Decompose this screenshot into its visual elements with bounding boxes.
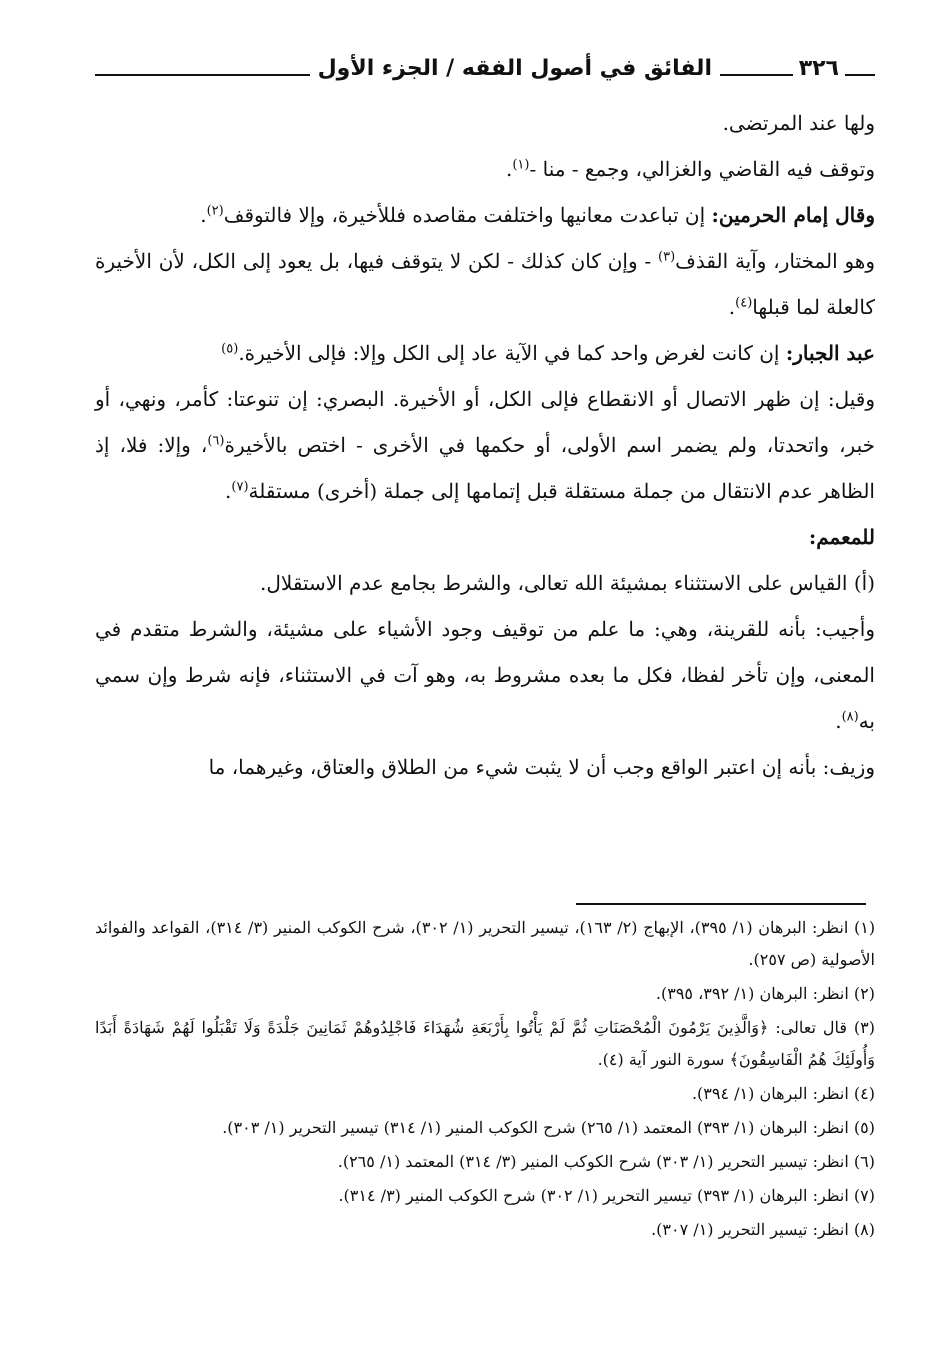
text: وهو المختار، وآية القذف <box>675 249 875 273</box>
paragraph: وتوقف فيه القاضي والغزالي، وجمع - منا -$^{(١)}$. <box>505 157 875 181</box>
page-number: ٣٢٦ <box>793 56 845 81</box>
paragraph: وقيل: إن ظهر الاتصال أو الانقطاع فإلى الكل، أو الأخيرة. البصري: إن تنوعتا: كأمر، ونهي، أو خبر، واتحدتا، ولم يضمر اسم الأولى، أو حكمها في الأخرى - اختص بالأخيرة$^{(٦)}$، وإلا: فلا، إذ الظاهر عدم الانتقال من جملة مستقلة قبل إتمامها إلى جملة (أخرى) مستقلة$^{(٧)}$. <box>95 387 875 503</box>
footnote-marker[interactable]: (٢) <box>206 203 224 219</box>
main-text <box>95 100 875 790</box>
paragraph <box>95 330 875 376</box>
footnote-marker[interactable]: (٤) <box>735 295 753 311</box>
paragraph <box>95 100 875 146</box>
speaker-label: عبد الجبار: <box>785 341 875 365</box>
section-heading: للمعمم: <box>808 525 875 549</box>
text: ، وإلا: فلا، إذ الظاهر عدم الانتقال من جملة مستقلة قبل إتمامها إلى جملة (أخرى) مستقلة <box>95 433 875 503</box>
text: - وإن كان كذلك - لكن لا يتوقف فيها، بل يعود إلى الكل، لأن الأخيرة كالعلة لما قبلها <box>95 249 875 319</box>
footnote-marker[interactable]: (١) <box>512 157 530 173</box>
footnote-marker[interactable]: (٨) <box>841 709 859 725</box>
footnote-marker[interactable]: (٥) <box>221 341 239 357</box>
footnote: (٥) انظر: البرهان (١/ ٣٩٣) المعتمد (١/ ٢٦٥) شرح الكوكب المنير (١/ ٣١٤) تيسير التحرير (١/ ٣٠٣). <box>222 1118 875 1137</box>
running-header <box>95 52 875 92</box>
paragraph <box>95 744 875 790</box>
text: وأجيب: بأنه للقرينة، وهي: ما علم من توقيف وجود الأشياء على مشيئة، والشرط متقدم في المعنى، وإن تأخر لفظا، فكل ما بعده مشروط به، وهو آت في الاستثناء، فإنه شرط وإن سمي به <box>95 617 875 733</box>
paragraph: وأجيب: بأنه للقرينة، وهي: ما علم من توقيف وجود الأشياء على مشيئة، والشرط متقدم في المعنى، وإن تأخر لفظا، فكل ما بعده مشروط به، وهو آت في الاستثناء، فإنه شرط وإن سمي به$^{(٨)}$. <box>95 617 875 733</box>
paragraph: وهو المختار، وآية القذف$^{(٣)}$ - وإن كان كذلك - لكن لا يتوقف فيها، بل يعود إلى الكل، لأن الأخيرة كالعلة لما قبلها$^{(٤)}$. <box>95 249 875 319</box>
text: وقيل: إن ظهر الاتصال أو الانقطاع فإلى الكل، أو الأخيرة. البصري: إن تنوعتا: كأمر، ونهي، أو خبر، واتحدتا، ولم يضمر اسم الأولى، أو حكمها في الأخرى - اختص بالأخيرة <box>95 387 875 457</box>
text: ولها عند المرتضى. <box>722 111 875 135</box>
footnote: (٦) انظر: تيسير التحرير (١/ ٣٠٣) شرح الكوكب المنير (٣/ ٣١٤) المعتمد (١/ ٢٦٥). <box>337 1152 875 1171</box>
footnote-marker[interactable]: (٦) <box>207 433 225 449</box>
footnote: (٧) انظر: البرهان (١/ ٣٩٣) تيسير التحرير (١/ ٣٠٢) شرح الكوكب المنير (٣/ ٣١٤). <box>338 1186 875 1205</box>
text: إن كانت لغرض واحد كما في الآية عاد إلى الكل وإلا: فإلى الأخيرة. <box>238 341 786 365</box>
text: وزيف: بأنه إن اعتبر الواقع وجب أن لا يثبت شيء من الطلاق والعتاق، وغيرهما، ما <box>208 755 875 779</box>
footnote-rule <box>576 903 866 905</box>
text: (أ) القياس على الاستثناء بمشيئة الله تعالى، والشرط بجامع عدم الاستقلال. <box>260 571 875 595</box>
footnote-marker[interactable]: (٧) <box>231 479 249 495</box>
paragraph: وقال إمام الحرمين: إن تباعدت معانيها واختلفت مقاصده فللأخيرة، وإلا فالتوقف$^{(٢)}$. <box>200 203 875 227</box>
footnote: (٢) انظر: البرهان (١/ ٣٩٢، ٣٩٥). <box>655 984 875 1003</box>
text: إن تباعدت معانيها واختلفت مقاصده فللأخيرة، وإلا فالتوقف <box>223 203 712 227</box>
paragraph <box>95 560 875 606</box>
footnote: (٣) قال تعالى: ﴿وَالَّذِينَ يَرْمُونَ الْمُحْصَنَاتِ ثُمَّ لَمْ يَأْتُوا بِأَرْبَعَةِ شُهَدَاءَ فَاجْلِدُوهُمْ ثَمَانِينَ جَلْدَةً وَلَا تَقْبَلُوا لَهُمْ شَهَادَةً أَبَدًا وَأُولَئِكَ هُمُ الْفَاسِقُونَ﴾ سورة النور آية (٤). <box>95 1018 875 1069</box>
footnotes <box>95 912 875 1248</box>
text: وتوقف فيه القاضي والغزالي، وجمع - منا - <box>529 157 875 181</box>
footnote-marker[interactable]: (٣) <box>658 249 676 265</box>
speaker-label: وقال إمام الحرمين: <box>711 203 875 227</box>
footnote: (١) انظر: البرهان (١/ ٣٩٥)، الإبهاج (٢/ ١٦٣)، تيسير التحرير (١/ ٣٠٢)، شرح الكوكب المنير (٣/ ٣١٤)، القواعد والفوائد الأصولية (ص ٢٥٧). <box>95 918 876 969</box>
running-title: الفائق في أصول الفقه / الجزء الأول <box>310 56 720 81</box>
footnote: (٨) انظر: تيسير التحرير (١/ ٣٠٧). <box>651 1220 875 1239</box>
footnote: (٤) انظر: البرهان (١/ ٣٩٤). <box>691 1084 875 1103</box>
